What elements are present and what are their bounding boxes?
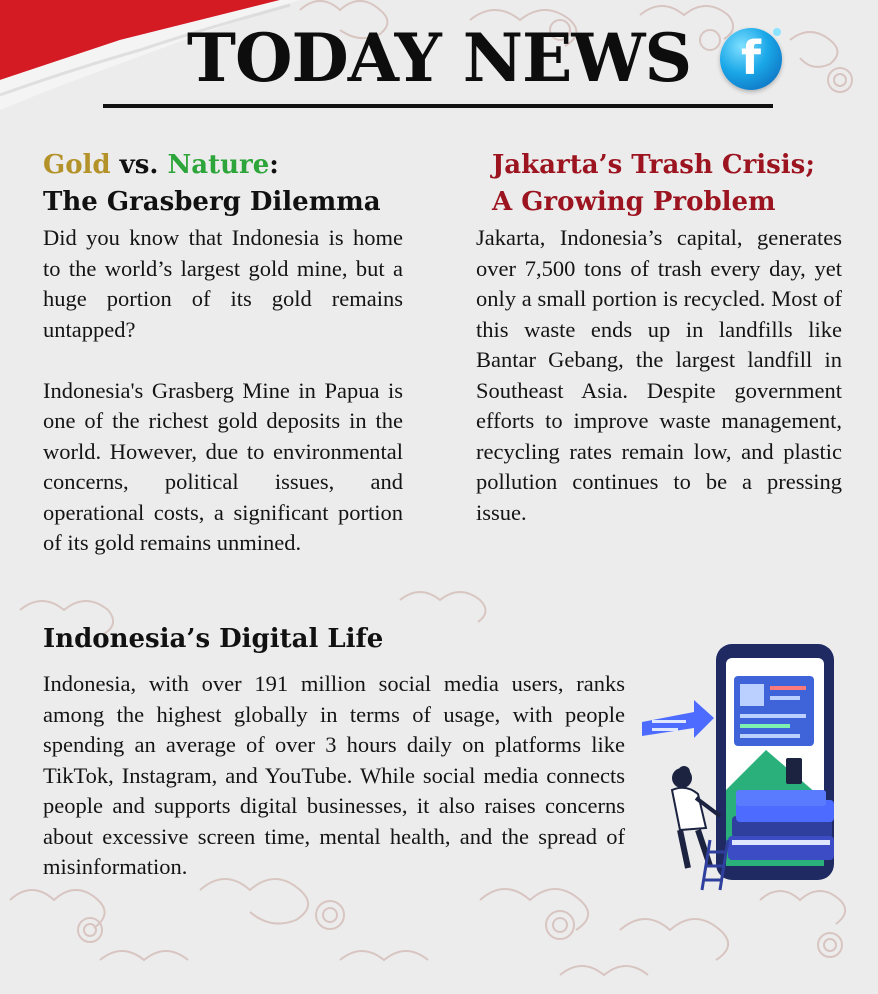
digital-headline: Indonesia’s Digital Life bbox=[43, 624, 384, 654]
trash-article-body bbox=[476, 223, 842, 528]
gold-paragraph-1: Did you know that Indonesia is home to the world’s largest gold mine, but a huge portion of its gold remains untapped? bbox=[43, 225, 403, 342]
trash-headline-line2: A Growing Problem bbox=[492, 187, 776, 217]
headline-nature-word: Nature bbox=[167, 150, 270, 180]
trash-paragraph: Jakarta, Indonesia’s capital, generates over 7,500 tons of trash every day, yet only a small portion is recycled. Most of this waste ends up in landfills like Bantar Gebang, the largest landfill in Southeast Asia. Despite government efforts to improve waste management, recycling rates remain low, and plastic pollution continues to be a pressing issue. bbox=[476, 225, 842, 525]
gold-paragraph-2: Indonesia's Grasberg Mine in Papua is one of the richest gold deposits in the world. However, due to environmental concerns, political issues, and operational costs, a significant portion of its gold remains unmined. bbox=[43, 377, 403, 555]
logo-sparkle-icon bbox=[773, 28, 781, 36]
headline-vs-word: vs. bbox=[119, 150, 159, 180]
gold-article-body bbox=[43, 223, 403, 559]
gold-headline bbox=[43, 147, 279, 184]
headline-colon: : bbox=[269, 150, 279, 180]
phone-books-person-illustration bbox=[636, 640, 846, 900]
masthead-title: TODAY NEWS bbox=[186, 19, 692, 97]
digital-article-body bbox=[43, 669, 625, 883]
brand-logo bbox=[720, 28, 782, 90]
logo-letter: f bbox=[740, 31, 761, 85]
trash-headline-line1: Jakarta’s Trash Crisis; bbox=[492, 150, 815, 180]
headline-gold-word: Gold bbox=[43, 150, 111, 180]
digital-paragraph: Indonesia, with over 191 million social media users, ranks among the highest globally in terms of usage, with people spending an average of over 3 hours daily on platforms like TikTok, Instagram, and YouTube. While social media connects people and supports digital businesses, it also raises concerns about excessive screen time, mental health, and the spread of misinformation. bbox=[43, 671, 625, 879]
masthead-underline bbox=[103, 104, 773, 108]
gold-subheadline: The Grasberg Dilemma bbox=[43, 187, 381, 217]
